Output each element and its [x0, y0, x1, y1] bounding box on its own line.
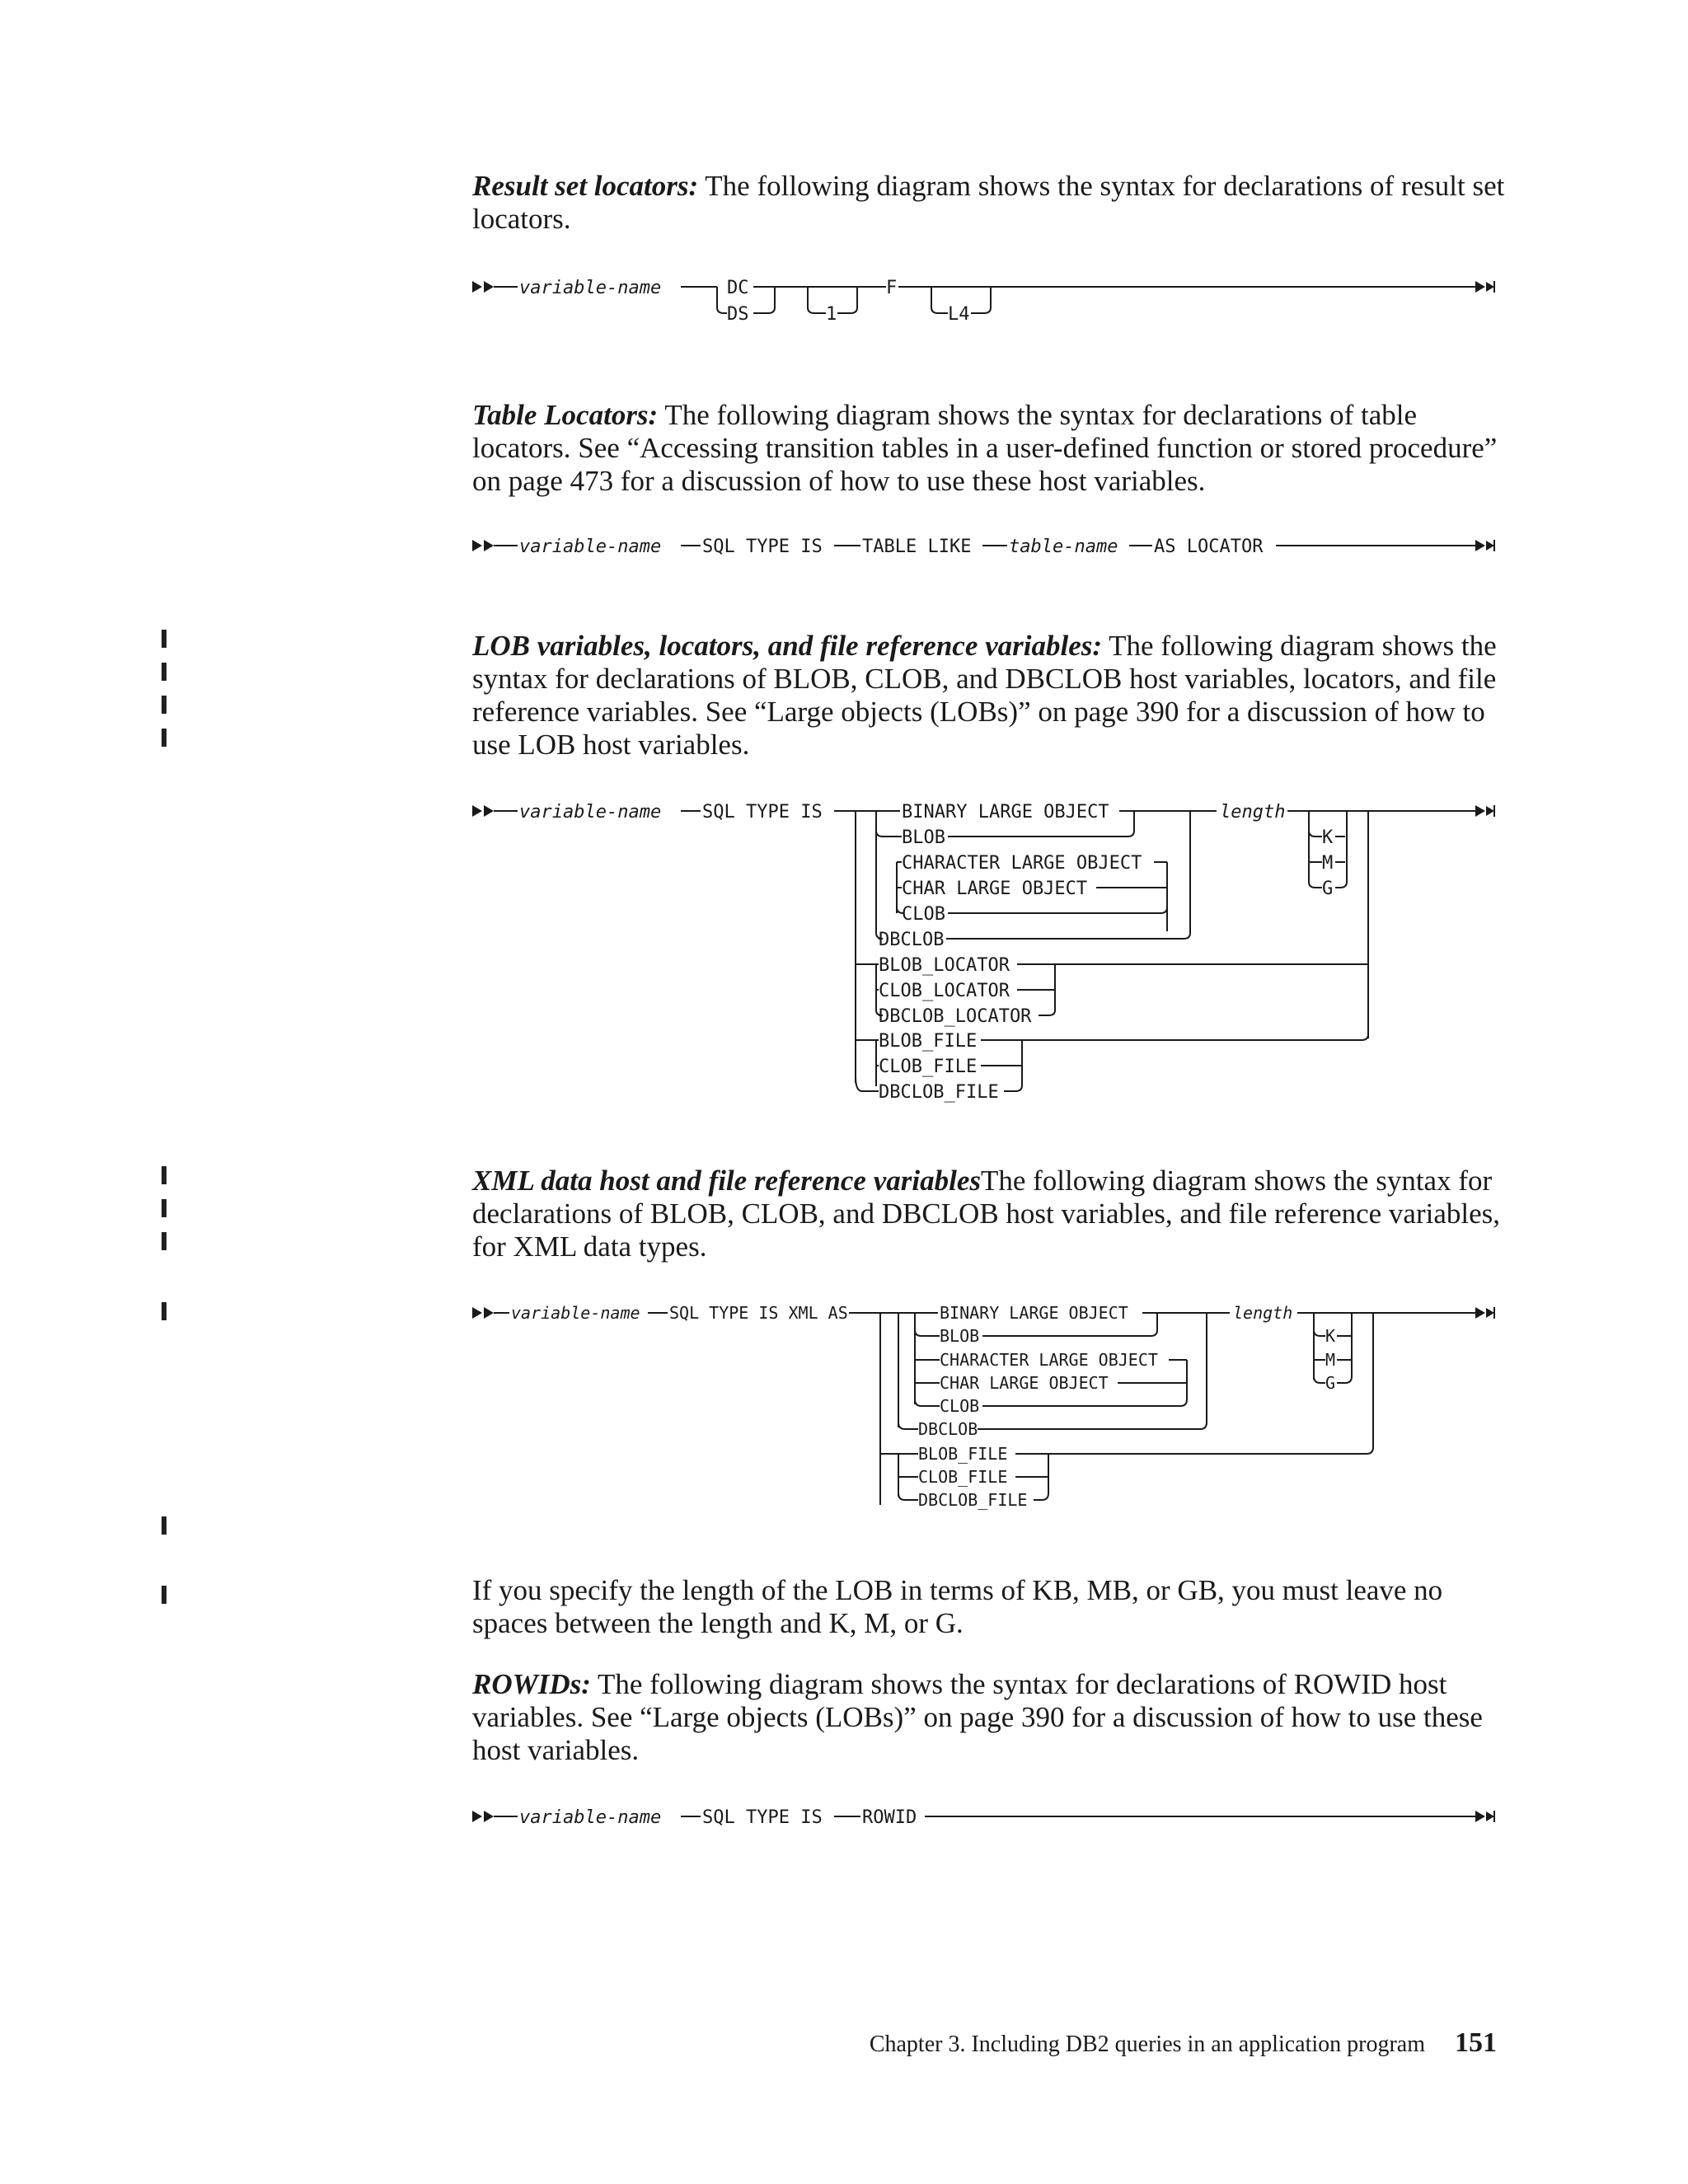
f-keyword: F [886, 278, 898, 298]
dbclob-file-option: DBCLOB_FILE [879, 1082, 999, 1103]
table-name-label: table-name [1009, 537, 1118, 557]
rowid-body: The following diagram shows the syntax for declarations of ROWID host variables. See “Large objects (LOBs)” on page 390 for a discussion of how to use these host variables. [472, 1668, 1483, 1766]
revision-bar [162, 1199, 166, 1217]
result-set-heading: Result set locators: [472, 170, 699, 202]
sql-type-is-keyword: SQL TYPE IS [702, 537, 823, 557]
g-option: G [1325, 1373, 1336, 1393]
revision-bar [162, 663, 166, 681]
blob-file-option: BLOB_FILE [918, 1444, 1008, 1464]
char-large-object-option: CHAR LARGE OBJECT [940, 1373, 1109, 1393]
sql-type-is-keyword: SQL TYPE IS [702, 1807, 823, 1828]
clob-file-option: CLOB_FILE [918, 1467, 1008, 1487]
table-locators-body: The following diagram shows the syntax for declarations of table locators. See “Accessing transition tables in a user-defined function or stored procedure” on page 473 for a discussion of how to use these host variables. [472, 399, 1498, 497]
dbclob-option: DBCLOB [879, 930, 945, 950]
chapter-title: Chapter 3. Including DB2 queries in an application program [869, 2032, 1425, 2057]
sql-type-is-xml-as-keyword: SQL TYPE IS XML AS [669, 1303, 848, 1323]
revision-bar [162, 630, 166, 648]
xml-heading: XML data host and file reference variables [472, 1165, 981, 1197]
lob-length-note-text: If you specify the length of the LOB in terms of KB, MB, or GB, you must leave no spaces between the length and K, M, or G. [472, 1574, 1443, 1639]
revision-bar [162, 696, 166, 714]
revision-bar [162, 1232, 166, 1250]
variable-name-label: variable-name [519, 537, 662, 557]
xml-paragraph [472, 1165, 1511, 1263]
length-label: length [1220, 802, 1286, 823]
revision-bar [162, 729, 166, 747]
m-option: M [1322, 853, 1334, 874]
lob-paragraph [472, 630, 1511, 762]
k-option: K [1322, 827, 1334, 848]
g-option: G [1322, 879, 1334, 899]
blob-locator-option: BLOB_LOCATOR [879, 955, 1010, 976]
m-option: M [1325, 1350, 1336, 1370]
xml-body: The following diagram shows the syntax for declarations of BLOB, CLOB, and DBCLOB host variables, and file reference variables, for XML data types. [472, 1165, 1500, 1263]
variable-name-label: variable-name [519, 1807, 662, 1828]
as-locator-keyword: AS LOCATOR [1154, 537, 1264, 557]
sql-type-is-keyword: SQL TYPE IS [702, 802, 823, 823]
dbclob-file-option: DBCLOB_FILE [918, 1490, 1028, 1510]
blob-file-option: BLOB_FILE [879, 1031, 978, 1052]
clob-file-option: CLOB_FILE [879, 1057, 978, 1077]
dbclob-option: DBCLOB [918, 1419, 978, 1439]
lob-body: The following diagram shows the syntax for declarations of BLOB, CLOB, and DBCLOB host variables, locators, and file reference variables. See “Large objects (LOBs)” on page 390 for a discussion of how to use LOB host variables. [472, 630, 1497, 761]
table-locators-heading: Table Locators: [472, 399, 659, 431]
l4-option: L4 [948, 304, 970, 325]
character-large-object-option: CHARACTER LARGE OBJECT [902, 853, 1142, 874]
k-option: K [1325, 1326, 1336, 1346]
lob-length-note [472, 1574, 1511, 1640]
result-set-paragraph [472, 170, 1511, 236]
char-large-object-option: CHAR LARGE OBJECT [902, 879, 1088, 899]
variable-name-label: variable-name [519, 278, 662, 298]
binary-large-object-option: BINARY LARGE OBJECT [940, 1303, 1128, 1323]
revision-bar [162, 1302, 166, 1320]
one-option: 1 [826, 304, 837, 325]
revision-bar [162, 1586, 166, 1604]
page-number: 151 [1455, 2027, 1497, 2058]
table-locators-paragraph [472, 399, 1511, 498]
clob-locator-option: CLOB_LOCATOR [879, 981, 1010, 1001]
blob-option: BLOB [902, 827, 945, 848]
variable-name-label: variable-name [511, 1303, 640, 1323]
revision-bar [162, 1166, 166, 1184]
rowid-heading: ROWIDs: [472, 1668, 591, 1700]
length-label: length [1233, 1303, 1293, 1323]
blob-option: BLOB [940, 1326, 980, 1346]
revision-bar [162, 1516, 166, 1535]
dc-option: DC [727, 278, 749, 298]
binary-large-object-option: BINARY LARGE OBJECT [902, 802, 1109, 823]
variable-name-label: variable-name [519, 802, 662, 823]
dbclob-locator-option: DBCLOB_LOCATOR [879, 1006, 1032, 1027]
ds-option: DS [727, 304, 749, 325]
result-set-body: The following diagram shows the syntax for declarations of result set locators. [472, 170, 1505, 235]
lob-heading: LOB variables, locators, and file reference variables: [472, 630, 1103, 662]
rowid-keyword: ROWID [862, 1807, 917, 1828]
character-large-object-option: CHARACTER LARGE OBJECT [940, 1350, 1158, 1370]
page-footer [742, 2027, 1497, 2059]
clob-option: CLOB [940, 1396, 980, 1416]
rowid-paragraph [472, 1668, 1511, 1767]
clob-option: CLOB [902, 904, 945, 925]
table-like-keyword: TABLE LIKE [862, 537, 972, 557]
